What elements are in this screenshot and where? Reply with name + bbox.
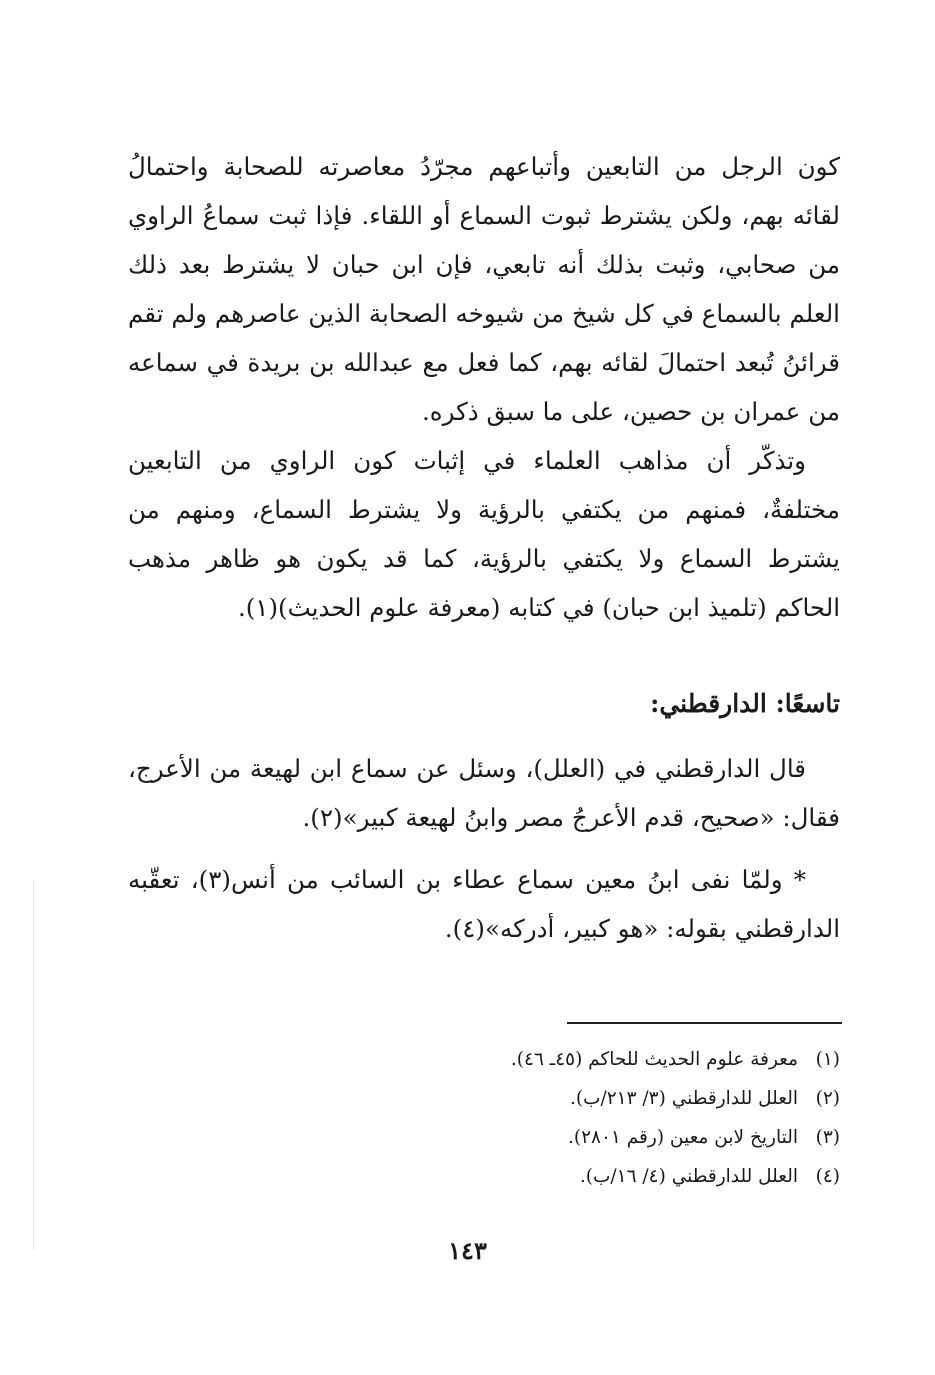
paragraph-3-line-1: قال الدارقطني في (العلل)، وسئل عن سماع ابن لهيعة من الأعرج، [128, 754, 806, 783]
footnote-1-number: (١) [815, 1049, 840, 1070]
paragraph-4-line-2: الدارقطني بقوله: «هو كبير، أدركه»(٤). [444, 914, 840, 943]
paragraph-3 [128, 744, 840, 842]
footnote-1 [360, 1040, 840, 1079]
footnote-4-text: العلل للدارقطني (٤/ ١٦/ب). [579, 1166, 798, 1187]
paragraph-2-line-4: الحاكم (تلميذ ابن حبان) في كتابه (معرفة علوم الحديث)(١). [237, 593, 840, 622]
paragraph-1-line-1: كون الرجل من التابعين وأتباعهم مجرّدُ معاصرته للصحابة واحتمالُ [128, 152, 840, 181]
paragraph-1-line-2: لقائه بهم، ولكن يشترط ثبوت السماع أو اللقاء. فإذا ثبت سماعُ الراوي [128, 201, 840, 230]
paragraph-1 [128, 142, 840, 436]
section-heading: تاسعًا: الدارقطني: [650, 689, 840, 718]
footnote-3 [360, 1118, 840, 1157]
paragraph-4 [128, 855, 840, 953]
footnote-2-number: (٢) [815, 1088, 840, 1109]
footnote-4 [360, 1157, 840, 1196]
paragraph-2-line-2: مختلفةٌ، فمنهم من يكتفي بالرؤية ولا يشترط السماع، ومنهم من [128, 495, 840, 524]
paragraph-1-line-4: العلم بالسماع في كل شيخ من شيوخه الصحابة الذين عاصرهم ولم تقم [128, 299, 840, 328]
footnote-divider [567, 1022, 842, 1024]
footnote-1-text: معرفة علوم الحديث للحاكم (٤٥ـ ٤٦). [510, 1049, 798, 1070]
paragraph-1-line-5: قرائنُ تُبعد احتمالَ لقائه بهم، كما فعل مع عبدالله بن بريدة في سماعه [128, 348, 840, 377]
footnote-3-number: (٣) [815, 1127, 840, 1148]
page-number: ١٤٣ [448, 1236, 487, 1265]
paragraph-1-line-3: من صحابي، وثبت بذلك أنه تابعي، فإن ابن حبان لا يشترط بعد ذلك [128, 250, 840, 279]
paragraph-2-line-1: وتذكّر أن مذاهب العلماء في إثبات كون الراوي من التابعين [128, 446, 806, 475]
footnote-2 [360, 1079, 840, 1118]
paragraph-2-line-3: يشترط السماع ولا يكتفي بالرؤية، كما قد يكون هو ظاهر مذهب [128, 544, 840, 573]
paragraph-1-line-6: من عمران بن حصين، على ما سبق ذكره. [421, 397, 840, 426]
paragraph-2 [128, 436, 840, 632]
footnotes [360, 1040, 840, 1196]
scan-edge-line [33, 880, 34, 1250]
footnote-2-text: العلل للدارقطني (٣/ ٢١٣/ب). [569, 1088, 798, 1109]
paragraph-4-line-1: * ولمّا نفى ابنُ معين سماع عطاء بن السائب من أنس(٣)، تعقّبه [128, 865, 806, 894]
paragraph-3-line-2: فقال: «صحيح، قدم الأعرجُ مصر وابنُ لهيعة كبير»(٢). [302, 803, 840, 832]
footnote-4-number: (٤) [815, 1166, 840, 1187]
footnote-3-text: التاريخ لابن معين (رقم ٢٨٠١). [568, 1127, 798, 1148]
